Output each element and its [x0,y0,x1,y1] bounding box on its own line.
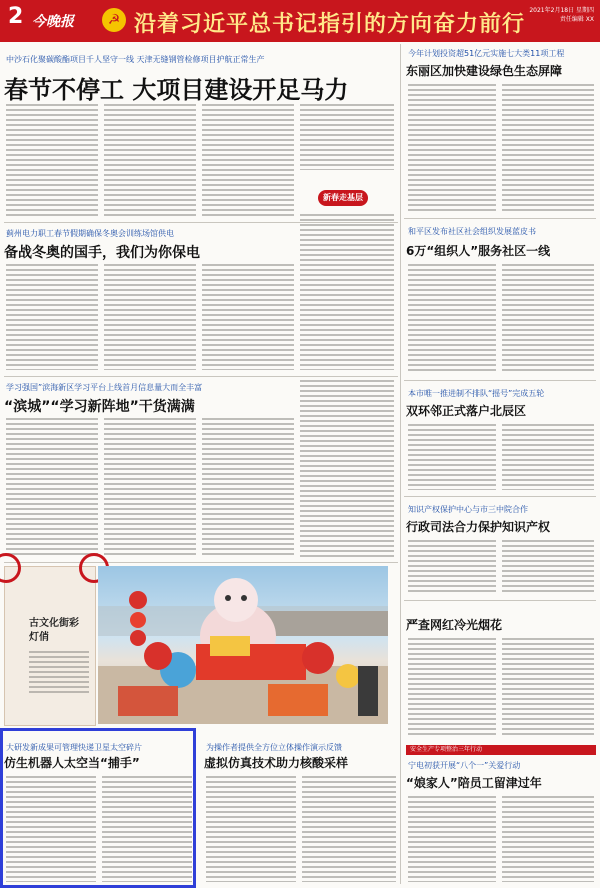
masthead [0,0,600,42]
power-body-col1 [6,264,98,370]
community-body-col2 [502,264,594,374]
party-emblem-icon: ☭ [102,8,126,32]
section-divider [4,562,398,563]
virtual-body-col2 [302,776,396,882]
retain-body-col2 [502,796,594,882]
section-divider [4,376,398,377]
lantern-photo-image [98,566,388,724]
virtual-kicker: 为操作者提供全方位立体操作演示反馈 [206,743,342,752]
lead-body-col2 [104,104,196,216]
huko-body-col1 [408,424,496,490]
huko-headline: 双环邻正式落户北辰区 [406,404,527,418]
fireworks-headline: 严查网红冷光烟花 [406,618,503,632]
community-body-col1 [408,264,496,374]
fireworks-body-col2 [502,638,594,738]
power-body-col2 [104,264,196,370]
virtual-body-col1 [206,776,296,882]
retain-kicker: 宁电初获开展“八个一”关爱行动 [408,761,521,770]
ip-body-col2 [502,540,594,594]
section-divider [404,600,596,601]
lead-body-col4 [300,104,394,170]
community-headline: 6万“组织人”服务社区一线 [406,244,551,258]
study-body-col3 [202,418,294,558]
power-kicker: 蓟州电力职工春节假期确保冬奥会训练场馆供电 [6,229,174,238]
lead-body-col1 [6,104,98,216]
masthead-title: 沿着习近平总书记指引的方向奋力前行 [134,12,526,37]
date-line: 2021年2月18日 星期四 [529,7,594,14]
ip-kicker: 知识产权保护中心与市三中院合作 [408,505,528,514]
study-body-col1 [6,418,98,558]
study-headline: “滨城”“学习新阵地”干货满满 [4,399,195,415]
sidebar-body [300,214,394,370]
power-body-col3 [202,264,294,370]
page-number: 2 [8,4,24,29]
masthead-date [508,6,594,24]
section-divider [404,496,596,497]
ip-body-col1 [408,540,496,594]
lead-kicker: 中沙石化聚碳酸酯项目千人坚守一线 天津无缝钢管检修项目护航正常生产 [6,55,265,64]
robot-headline: 仿生机器人太空当“捕手” [4,756,140,770]
fireworks-body-col1 [408,638,496,738]
section-divider [404,380,596,381]
ip-headline: 行政司法合力保护知识产权 [406,520,551,534]
new-year-stamp: 新春走基层 [318,190,368,206]
lantern-festival-photo [98,566,388,724]
eco-body-col2 [502,84,594,212]
paper-name: 今晚报 [32,14,74,30]
study-kicker: 学习强国”滨海新区学习平台上线首月信息量大而全丰富 [6,383,203,392]
column-divider [400,44,401,884]
huko-kicker: 本市唯一推进制不排队“摇号”完成五轮 [408,389,545,398]
virtual-headline: 虚拟仿真技术助力核酸采样 [204,756,349,770]
study-body-col4 [300,380,394,558]
editor-line: 责任编辑 XX [559,16,594,23]
eco-body-col1 [408,84,496,212]
safety-banner: 安全生产专项整治三年行动 [406,745,596,755]
eco-kicker: 今年计划投资超51亿元实施七大类11项工程 [408,49,565,58]
photo-caption-panel [4,566,96,726]
study-body-col2 [104,418,196,558]
community-kicker: 和平区发布社区社会组织发展蓝皮书 [408,227,536,236]
section-divider [404,218,596,219]
photo-caption-text [29,651,89,695]
lead-body-col3 [202,104,294,216]
retain-body-col1 [408,796,496,882]
retain-headline: “娘家人”陪员工留津过年 [406,776,542,790]
photo-caption-title: 古文化街彩灯俏 [29,618,79,643]
robot-kicker: 大研发新成果可管理快递卫星太空碎片 [6,743,142,752]
selection-highlight [0,728,196,888]
lead-headline: 春节不停工 大项目建设开足马力 [4,76,349,104]
power-headline: 备战冬奥的国手，我们为你保电 [4,245,200,261]
eco-headline: 东丽区加快建设绿色生态屏障 [406,64,563,78]
huko-body-col2 [502,424,594,490]
